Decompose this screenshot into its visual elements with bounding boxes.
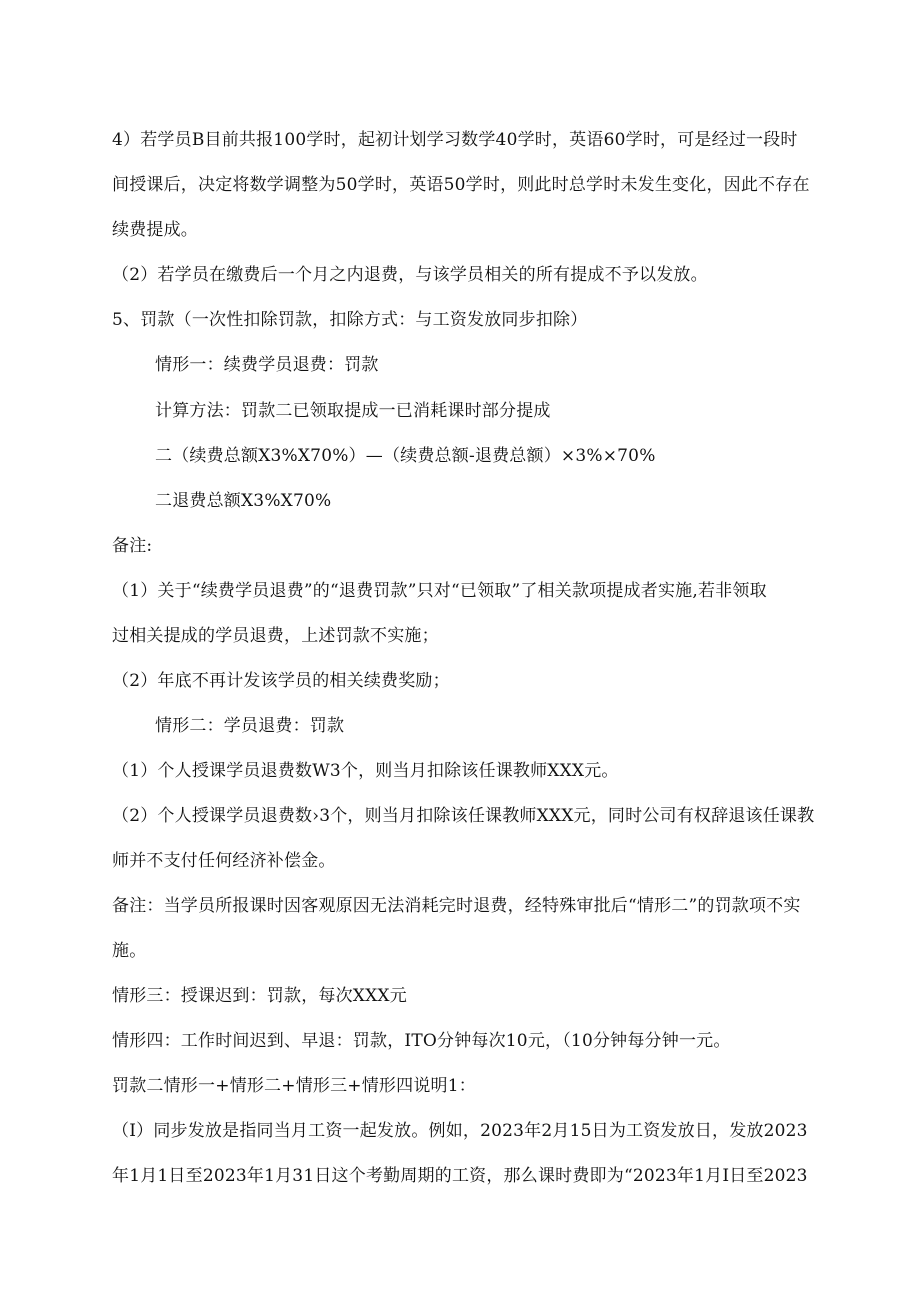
paragraph-line: 情形三：授课迟到：罚款，每次XXX元	[112, 986, 407, 1006]
paragraph-line: （1）关于“续费学员退费”的“退费罚款”只对“已领取”了相关款项提成者实施,若非领取	[112, 581, 767, 601]
paragraph-line: （2）个人授课学员退费数›3个，则当月扣除该任课教师XXX元，同时公司有权辞退该任课教	[112, 806, 815, 826]
paragraph-line: 备注：当学员所报课时因客观原因无法消耗完时退费，经特殊审批后“情形二”的罚款项不实	[112, 896, 801, 916]
paragraph-line: 罚款二情形一+情形二+情形三+情形四说明1：	[112, 1076, 476, 1096]
paragraph-line: （2）年底不再计发该学员的相关续费奖励；	[112, 671, 450, 691]
paragraph-line: 4）若学员B目前共报100学时，起初计划学习数学40学时，英语60学时，可是经过一段时	[112, 130, 798, 150]
paragraph-line: 师并不支付任何经济补偿金。	[112, 851, 336, 871]
note-heading: 备注:	[112, 536, 153, 556]
paragraph-line: 情形四：工作时间迟到、早退：罚款，ITO分钟每次10元，（10分钟每分钟一元。	[112, 1031, 731, 1051]
formula-line: 二（续费总额X3%X70%）—（续费总额-退费总额）×3%×70%	[155, 446, 656, 466]
case-heading: 情形一：续费学员退费：罚款	[155, 355, 379, 375]
paragraph-line: （2）若学员在缴费后一个月之内退费，与该学员相关的所有提成不予以发放。	[112, 265, 708, 285]
paragraph-line: 续费提成。	[112, 220, 198, 240]
paragraph-line: （I）同步发放是指同当月工资一起发放。例如，2023年2月15日为工资发放日，发放2023	[112, 1121, 808, 1141]
case-heading: 情形二：学员退费：罚款	[155, 716, 345, 736]
section-heading: 5、罚款（一次性扣除罚款，扣除方式：与工资发放同步扣除）	[112, 310, 588, 330]
formula-line: 计算方法：罚款二已领取提成一已消耗课时部分提成	[155, 401, 551, 421]
formula-line: 二退费总额X3%X70%	[155, 491, 332, 511]
paragraph-line: 年1月1日至2023年1月31日这个考勤周期的工资，那么课时费即为“2023年1月I日至2023	[112, 1166, 808, 1186]
paragraph-line: 间授课后，决定将数学调整为50学时，英语50学时，则此时总学时未发生变化，因此不存在	[112, 175, 810, 195]
paragraph-line: 过相关提成的学员退费，上述罚款不实施；	[112, 626, 439, 646]
paragraph-line: （1）个人授课学员退费数W3个，则当月扣除该任课教师XXX元。	[112, 761, 619, 781]
paragraph-line: 施。	[112, 941, 147, 961]
